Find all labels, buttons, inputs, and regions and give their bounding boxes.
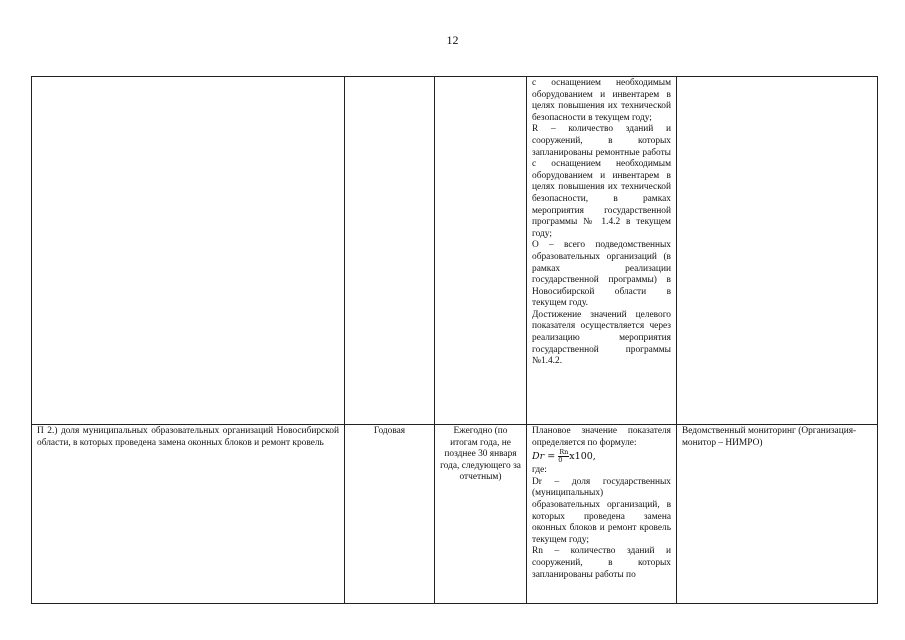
definition-dr: Dr – доля государственных (муниципальных) образовательных организаций, в которых проведена замена оконных блоков и ремонт кровель текущем году; [532,476,671,545]
monitoring-cell [677,77,878,425]
page-number: 12 [446,33,459,47]
formula-denominator: 0 [558,456,563,465]
formula-fraction [558,449,569,464]
formula-lhs: Dr [532,451,545,463]
monitoring-cell: Ведомственный мониторинг (Организация-монитор – НИМРО) [677,425,878,604]
method-text-1: с оснащением необходимым оборудованием и инвентарем в целях повышения их технической безопасности в текущем году; [532,78,671,123]
method-text-3: О – всего подведомственных образовательных организаций (в рамках реализации государственной программы) в Новосибирской области в текущем году. [532,240,671,309]
method-cell [527,77,677,425]
formula-numerator: Rn [559,448,569,457]
indicator-table [31,76,878,604]
method-text-4: Достижение значений целевого показателя осуществляется через реализацию мероприятия государственной программы №1.4.2. [532,309,671,367]
method-cell [527,425,677,604]
formula [532,449,671,465]
method-text-2: R – количество зданий и сооружений, в которых запланированы ремонтные работы с оснащением необходимым оборудованием и инвентарем в целях повышения их технической безопасности, в рамках мероприятия государственной программы № 1.4.2 в текущем году; [532,124,671,239]
periodicity-cell [345,77,435,425]
indicator-cell: П 2.) доля муниципальных образовательных организаций Новосибирской области, в которых проведена замена оконных блоков и ремонт кровель [32,425,345,604]
definition-rn: Rn – количество зданий и сооружений, в которых запланированы работы по [532,546,671,580]
indicator-cell [32,77,345,425]
where-label: где: [532,465,547,476]
table-row [32,425,878,604]
formula-tail: x100, [569,451,596,463]
formula-equals: = [547,451,556,463]
deadline-cell [435,77,527,425]
table-row [32,77,878,425]
periodicity-cell: Годовая [345,425,435,604]
method-intro: Плановое значение показателя определяется по формуле: [532,426,671,448]
deadline-cell: Ежегодно (по итогам года, не позднее 30 января года, следующего за отчетным) [435,425,527,604]
